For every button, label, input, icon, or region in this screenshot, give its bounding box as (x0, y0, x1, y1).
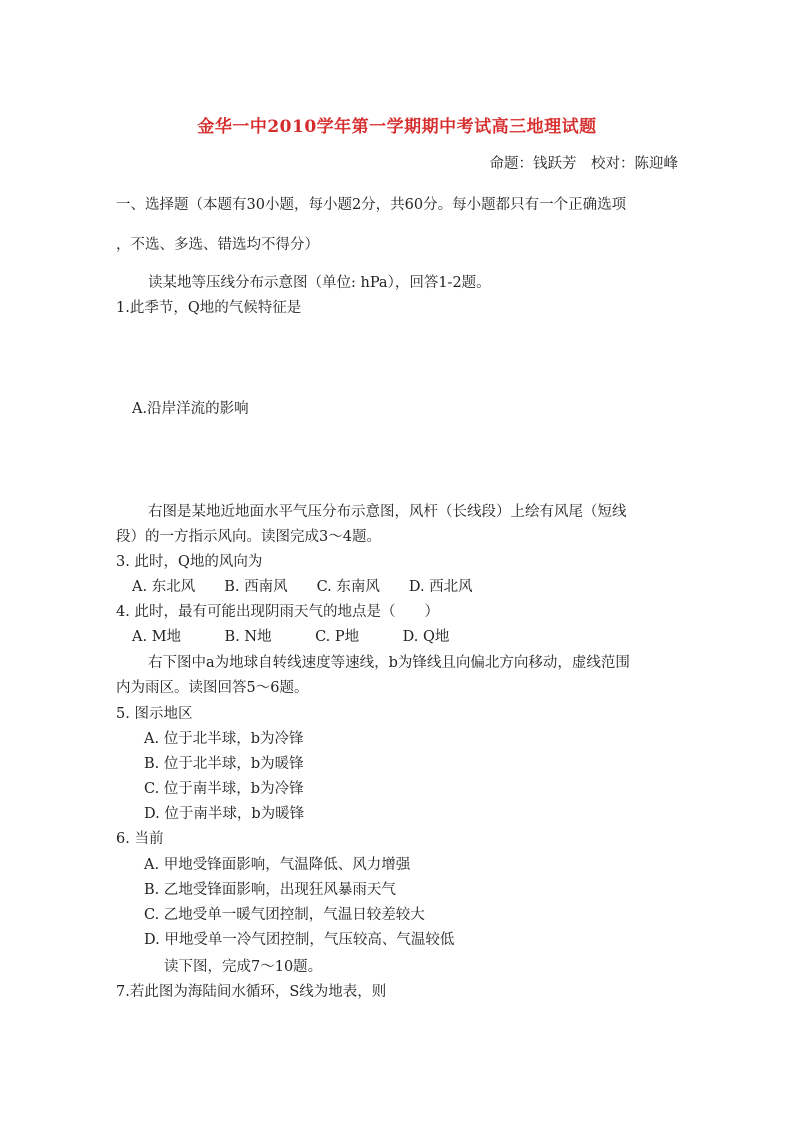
intro-questions-5-6-line1: 右下图中a为地球自转线速度等速线，b为锋线且向偏北方向移动，虚线范围 (148, 655, 630, 671)
question-3: 3. 此时，Q地的风向为 (116, 554, 263, 570)
question-5-option-c: C. 位于南半球，b为冷锋 (144, 781, 304, 797)
question-6-option-c: C. 乙地受单一暖气团控制，气温日较差较大 (144, 907, 425, 923)
intro-questions-3-4-line2: 段）的一方指示风向。读图完成3～4题。 (116, 529, 381, 545)
section1-instructions-line1: 一、选择题（本题有30小题，每小题2分，共60分。每小题都只有一个正确选项 (116, 197, 627, 213)
author-byline: 命题：钱跃芳 校对：陈迎峰 (489, 156, 678, 172)
question-5: 5. 图示地区 (116, 706, 193, 722)
question-6-option-b: B. 乙地受锋面影响，出现狂风暴雨天气 (144, 882, 396, 898)
question-1-option-a: A.沿岸洋流的影响 (132, 401, 249, 417)
question-4-options: A. M地 B. N地 C. P地 D. Q地 (132, 629, 450, 645)
question-6: 6. 当前 (116, 831, 164, 847)
question-5-option-a: A. 位于北半球，b为冷锋 (144, 731, 304, 747)
intro-questions-7-10: 读下图，完成7～10题。 (164, 959, 323, 975)
question-5-option-d: D. 位于南半球，b为暖锋 (144, 806, 305, 822)
section1-instructions-line2: ，不选、多选、错选均不得分） (116, 237, 319, 253)
intro-questions-1-2: 读某地等压线分布示意图（单位: hPa），回答1-2题。 (148, 275, 491, 291)
question-4: 4. 此时，最有可能出现阴雨天气的地点是（ ） (116, 604, 439, 620)
question-7: 7.若此图为海陆间水循环，S线为地表，则 (116, 984, 387, 1000)
intro-questions-3-4-line1: 右图是某地近地面水平气压分布示意图，风杆（长线段）上绘有风尾（短线 (148, 504, 627, 520)
question-1: 1.此季节，Q地的气候特征是 (116, 300, 302, 316)
question-5-option-b: B. 位于北半球，b为暖锋 (144, 756, 304, 772)
exam-title: 金华一中2010学年第一学期期中考试高三地理试题 (197, 117, 597, 137)
question-6-option-d: D. 甲地受单一冷气团控制，气压较高、气温较低 (144, 932, 455, 948)
question-6-option-a: A. 甲地受锋面影响，气温降低、风力增强 (144, 857, 411, 873)
question-3-options: A. 东北风 B. 西南风 C. 东南风 D. 西北风 (132, 579, 473, 595)
intro-questions-5-6-line2: 内为雨区。读图回答5～6题。 (116, 680, 309, 696)
